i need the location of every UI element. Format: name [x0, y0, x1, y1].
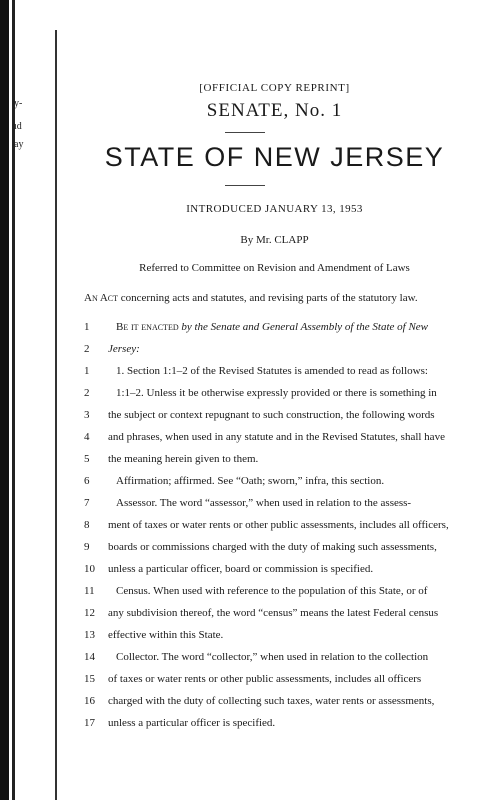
- line-text: unless a particular officer, board or commission is specified.: [108, 563, 374, 575]
- line-number: 16: [84, 695, 95, 707]
- line-number: 5: [84, 453, 90, 465]
- text-line: [84, 338, 484, 360]
- text-line: [84, 536, 484, 558]
- line-text: and phrases, when used in any statute and in the Revised Statutes, shall have: [108, 431, 445, 443]
- text-line: [84, 624, 484, 646]
- text-line: [84, 426, 484, 448]
- text-line: [84, 668, 484, 690]
- state-heading: STATE OF NEW JERSEY: [104, 142, 445, 172]
- line-text: effective within this State.: [108, 629, 224, 641]
- text-line: [84, 382, 484, 404]
- line-number: 10: [84, 563, 95, 575]
- act-title: [84, 292, 479, 304]
- text-line: [84, 690, 484, 712]
- line-number: 4: [84, 431, 90, 443]
- line-text: Census. When used with reference to the population of this State, or of: [116, 585, 428, 597]
- line-text: any subdivision thereof, the word “census” means the latest Federal census: [108, 607, 439, 619]
- text-line: [84, 712, 484, 734]
- line-text: [102, 321, 484, 333]
- committee-referral: Referred to Committee on Revision and Amendment of Laws: [139, 262, 410, 274]
- line-text: 1:1–2. Unless it be otherwise expressly provided or there is something in: [116, 387, 437, 399]
- text-line: [84, 580, 484, 602]
- divider-rule: [225, 132, 265, 133]
- left-page-edge: [0, 0, 44, 800]
- line-text: boards or commissions charged with the duty of making such assessments,: [108, 541, 437, 553]
- line-number: 8: [84, 519, 90, 531]
- binding-edge-line: [12, 0, 15, 800]
- bill-text: [84, 316, 484, 734]
- reprint-notice: [OFFICIAL COPY REPRINT]: [199, 82, 350, 94]
- line-number: 1: [84, 321, 90, 333]
- line-text: the meaning herein given to them.: [108, 453, 259, 465]
- divider-rule: [225, 185, 265, 186]
- line-text: ment of taxes or water rents or other public assessments, includes all officers,: [108, 519, 449, 531]
- text-line: [84, 470, 484, 492]
- line-text: the subject or context repugnant to such construction, the following words: [108, 409, 435, 421]
- line-number: 2: [84, 387, 90, 399]
- enacting-text: by the Senate and General Assembly of the State of New: [178, 321, 428, 333]
- line-text: Jersey:: [108, 343, 140, 355]
- text-line: [84, 602, 484, 624]
- text-line: [84, 646, 484, 668]
- text-line: [84, 558, 484, 580]
- text-line: [84, 404, 484, 426]
- margin-fragment: ay: [14, 139, 24, 150]
- text-line: [84, 492, 484, 514]
- document-page: [60, 0, 489, 800]
- line-number: 14: [84, 651, 95, 663]
- line-number: 15: [84, 673, 95, 685]
- line-number: 11: [84, 585, 95, 597]
- line-number: 2: [84, 343, 90, 355]
- act-title-lead: An Act: [84, 292, 119, 304]
- text-line: [84, 514, 484, 536]
- sponsor-byline: By Mr. CLAPP: [240, 234, 309, 246]
- binding-edge: [0, 0, 9, 800]
- text-line: [84, 448, 484, 470]
- margin-fragment: y-: [14, 98, 23, 109]
- line-number: 1: [84, 365, 90, 377]
- bill-number: SENATE, No. 1: [206, 100, 343, 121]
- line-number: 12: [84, 607, 95, 619]
- line-text: charged with the duty of collecting such taxes, water rents or assessments,: [108, 695, 435, 707]
- line-text: 1. Section 1:1–2 of the Revised Statutes is amended to read as follows:: [116, 365, 428, 377]
- page-border-line: [55, 30, 57, 800]
- margin-fragment: ıd: [14, 121, 22, 132]
- line-text: of taxes or water rents or other public assessments, includes all officers: [108, 673, 422, 685]
- line-number: 13: [84, 629, 95, 641]
- line-text: Assessor. The word “assessor,” when used in relation to the assess-: [116, 497, 412, 509]
- text-line: [84, 360, 484, 382]
- line-text: Affirmation; affirmed. See “Oath; sworn,” infra, this section.: [116, 475, 385, 487]
- line-number: 17: [84, 717, 95, 729]
- line-text: unless a particular officer is specified.: [108, 717, 276, 729]
- line-number: 3: [84, 409, 90, 421]
- text-line: [84, 316, 484, 338]
- line-number: 6: [84, 475, 90, 487]
- line-number: 7: [84, 497, 90, 509]
- line-number: 9: [84, 541, 90, 553]
- line-text: Collector. The word “collector,” when used in relation to the collection: [116, 651, 429, 663]
- enacting-lead: Be it enacted: [116, 321, 179, 333]
- introduced-date: INTRODUCED JANUARY 13, 1953: [186, 203, 363, 215]
- act-title-text: concerning acts and statutes, and revising parts of the statutory law.: [118, 292, 418, 304]
